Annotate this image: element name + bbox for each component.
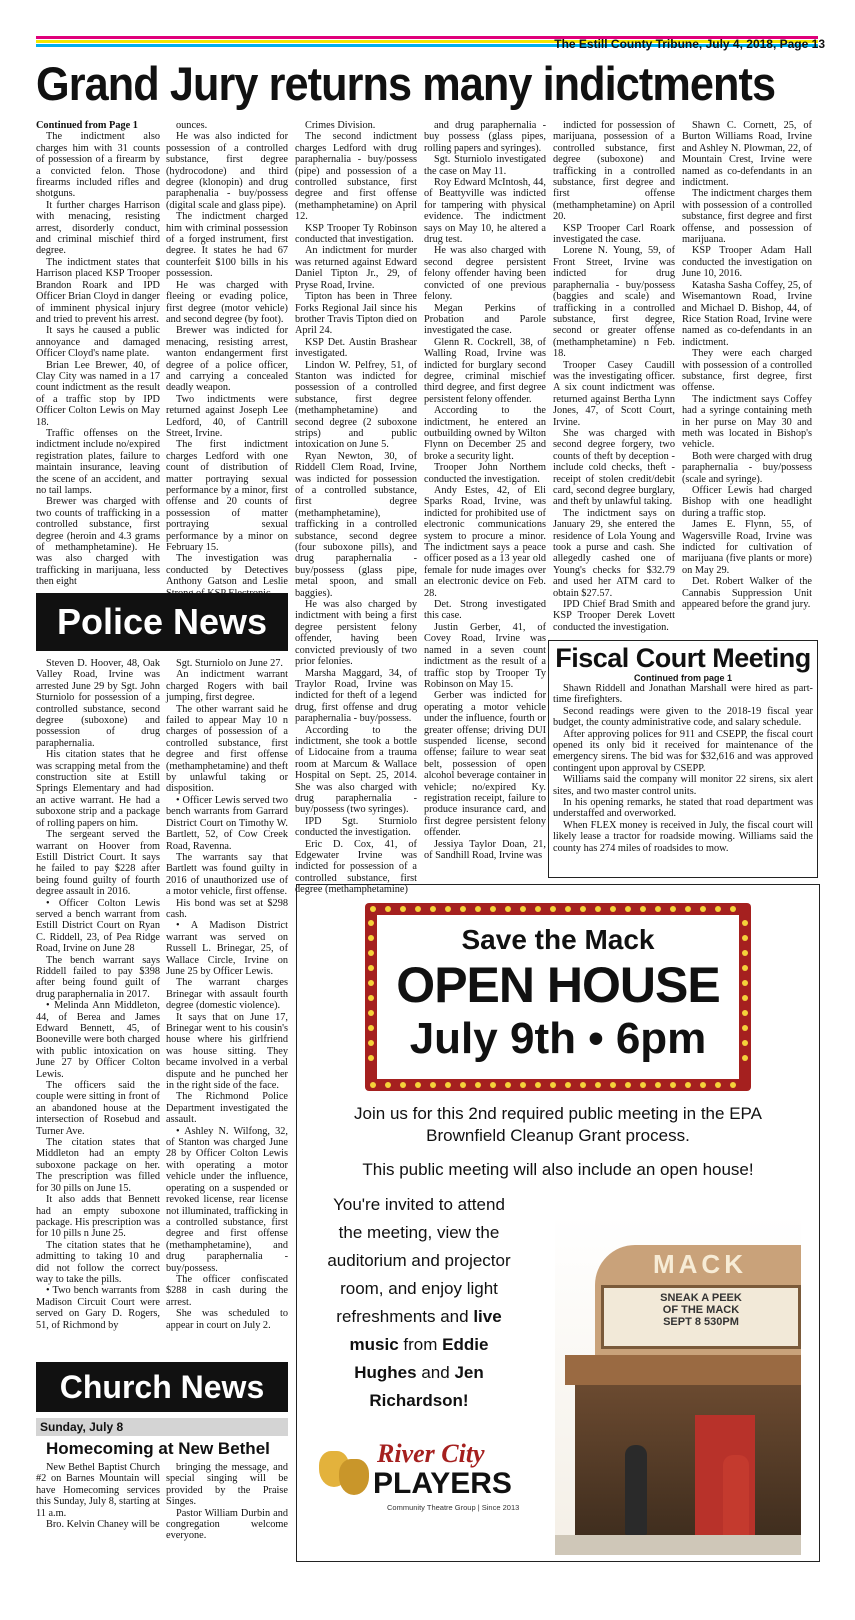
church-date-bar: Sunday, July 8 [36,1418,288,1436]
ad-invite-main: You're invited to attend the meeting, view the auditorium and projector room, and enjoy light refreshments and [327,1195,511,1326]
paragraph: Det. Robert Walker of the Cannabis Suppression Unit appeared before the grand jury. [682,576,812,611]
police-news-title: Police News [56,601,268,642]
marquee-bulb [368,935,374,941]
paragraph: According to the indictment, she took a bottle of Lidocaine from a trauma room at Marcum & Wallace Hospital on Sept. 25, 2014. She was also charged with drug paraphernalia - buy/possess (two syringes). [295,724,417,816]
paragraph: Det. Strong investigated this case. [424,599,546,622]
paragraph: Both were charged with drug paraphernalia - buy/possess (scale and syringe). [682,450,812,485]
main-headline: Grand Jury returns many indictments [36,57,776,110]
marquee-bulb [475,906,481,912]
paragraph: Continued from Page 1 [36,120,138,131]
paragraph: The investigation was conducted by Detectives Anthony Gatson and Leslie [166,553,288,588]
sign-line-3: SEPT 8 530PM [663,1316,739,1328]
marquee-bulb [730,906,736,912]
paragraph: indicted for possession of marijuana, possession of a controlled substance, first degree (suboxone) and trafficking in a controlled substance, first degree and first offense (methamphetamine) on April 20. [553,120,675,223]
paragraph: Glenn R. Cockrell, 38, of Walling Road, Irvine was indicted for burglary second degree, criminal mischief third degree, and first degree persistent felony offender. [424,336,546,405]
person-silhouette-2 [723,1455,749,1539]
article-column-5 [553,120,675,633]
ad-open-house-text: This public meeting will also include an open house! [362,1160,754,1179]
paragraph: Shawn C. Cornett, 25, of Burton Williams Road, Irvine and Ashley N. Plowman, 22, of Mountain Crest, Irvine were named as co-defendants in an indictment. [682,120,812,189]
marquee-bulb [400,906,406,912]
police-column-2 [166,658,288,1358]
paragraph: His citation states that he was scrapping metal from the construction site at Estill Springs Elementary and had an active warrant. He had a suboxone strip and a package of rolling papers on him. [36,749,160,829]
paragraph: The indictment also charges him with 31 counts of possession of a firearm by a convicted felon. Those firearms included rifles and shotguns. [36,131,160,200]
paragraph: KSP Trooper Adam Hall conducted the investigation on June 10, 2016. [682,245,812,280]
fiscal-court-box [548,640,818,878]
marquee-bulb [400,1082,406,1088]
marquee-bulb [445,1082,451,1088]
marquee-bulb [595,906,601,912]
paragraph: He was charged with fleeing or evading police, first degree (motor vehicle) and second degree (by foot). [166,279,288,325]
article-column-4 [424,120,546,882]
marquee-bulb [742,1025,748,1031]
marquee-sign-board [601,1285,801,1349]
marquee-bulb [580,906,586,912]
marquee-bulb [368,950,374,956]
paragraph: • Officer Lewis served two bench warrants from Garrard District Court on Timothy W. Bartlett, 52, of Cow Creek Road, Ravenna. [166,794,288,852]
river-city-players-logo [315,1433,539,1543]
article-column-2 [166,120,288,588]
paragraph: When FLEX money is received in July, the fiscal court will likely lease a tractor for roadside mowing. Williams said the county has 274 miles of roadsides to mow. [553,819,813,854]
marquee-bulb [580,1082,586,1088]
paragraph: Katasha Sasha Coffey, 25, of Wisemantown Road, Irvine and Michael D. Bishop, 44, of Rice Station Road, Irvine were named as co-defendants in an indictment. [682,279,812,348]
marquee-bulb [742,1040,748,1046]
marquee-bulb [670,906,676,912]
paragraph: Roy Edward McIntosh, 44, of Beattyville was indicted for tampering with physical evidence. The indictment says on May 10, he altered a drug test. [424,177,546,246]
paragraph: The Richmond Police Department investigated the assault. [166,1091,288,1126]
paragraph: The officers said the couple were sitting in front of an abandoned house at the intersection of Rosebud and Turner Ave. [36,1080,160,1137]
marquee-bulb [535,1082,541,1088]
marquee-bulb [445,906,451,912]
marquee-bulb [610,1082,616,1088]
paragraph: According to the indictment, he entered an outbuilding owned by Wilton Flynn on December 25 and broke a security light. [424,405,546,462]
open-house-ad [296,884,820,1562]
marquee-bulb [595,1082,601,1088]
logo-river-city: River City [377,1439,485,1468]
sidewalk [555,1535,801,1555]
paragraph: The bench warrant says Riddell failed to pay $398 after being found guilt of drug paraphernalia in 2017. [36,954,160,1000]
marquee-bulb [700,1082,706,1088]
ad-open-house: OPEN HOUSE [396,957,720,1013]
paragraph: Lindon W. Pelfrey, 51, of Stanton was indicted for possession of a controlled substance, first degree (methamphetamine) and second degree (2 suboxone strips) and public intoxication on June 5. [295,359,417,451]
marquee-bulb [715,1082,721,1088]
paragraph: IPD Chief Brad Smith and KSP Trooper Derek Lovett conducted the investigation. [553,599,675,633]
paragraph: Justin Gerber, 41, of Covey Road, Irvine was named in a seven count indictment as the result of a traffic stop by Trooper Ty Robinson on May 15. [424,621,546,690]
ad-invite-text [319,1191,519,1415]
police-column-1 [36,658,160,1358]
sign-line-1: SNEAK A PEEK [660,1292,742,1304]
paragraph: The second indictment charges Ledford with drug paraphernalia - buy/possess (pipe) and possession of a controlled substance, first degree and first offense (methamphetamine) on April 12. [295,131,417,223]
paragraph: Tipton has been in Three Forks Regional Jail since his brother Travis Tipton died on April 24. [295,291,417,337]
paragraph: Ryan Newton, 30, of Riddell Clem Road, Irvine, was indicted for possession of a controlled substance, first degree (methamphetamine), trafficking in a controlled substance, second degree (four suboxone pills), and drug paraphernalia - buy/possess (glass pipe, metal spoon, and small baggies). [295,450,417,599]
article-column-1 [36,120,160,588]
paragraph: It says that on June 17, Brinegar went to his cousin's house where his girlfriend was house sitting. They became involved in a verbal dispute and he punched her in the right side of the face. [166,1011,288,1092]
paragraph: An indictment for murder was returned against Edward Daniel Tipton Jr., 29, of Pryse Road, Irvine. [295,245,417,291]
ad-and: and [421,1363,450,1382]
marquee-sign-mack: MACK [653,1249,747,1279]
paragraph: The officer confiscated $288 in cash during the arrest. [166,1273,288,1308]
paragraph: The indictment charged him with criminal possession of a forged instrument, first degree. It states he had 67 counterfeit $100 bills in his possession. [166,211,288,280]
ad-date-time: July 9th • 6pm [409,1014,707,1063]
ad-from: from [403,1335,438,1354]
marquee-bulb [505,1082,511,1088]
marquee-bulb [685,1082,691,1088]
paragraph: Gerber was indicted for operating a motor vehicle under the influence, fourth or greater offense; driving DUI suspended license, second offense; failure to wear seat belt, possession of open alcohol beverage container in vehicle; no/expired Ky. registration receipt, failure to produce insurance card, and first degree persistent felony offender. [424,690,546,839]
paragraph: Marsha Maggard, 34, of Traylor Road, Irvine was indicted for theft of a legend drug, first offense and drug paraphernalia - buy/possess. [295,667,417,725]
paragraph: It also adds that Bennett had an empty suboxone package. His prescription was for 10 pills n June 25. [36,1194,160,1240]
paragraph: Officer Lewis had charged Bishop with one headlight during a traffic stop. [682,485,812,519]
marquee-inner [377,915,739,1079]
ad-save-the-mack: Save the Mack [461,924,655,955]
paragraph: Traffic offenses on the indictment include no/expired registration plates, failure to maintain insurance, leaving the scene of an accident, and no tail lamps. [36,427,160,496]
paragraph: and drug paraphernalia - buy possess (glass pipes, rolling papers and syringes). [424,120,546,154]
sign-line-2: OF THE MACK [662,1304,740,1316]
paragraph: He was also charged by indictment with being a first degree persistent felony offender, having been convicted previously of two prior felonies. [295,599,417,668]
marquee-bulb [742,920,748,926]
mack-theater-photo [555,1215,801,1555]
paragraph: It further charges Harrison with menacing, resisting arrest, disorderly conduct, and criminal mischief third degree. [36,199,160,257]
marquee-bulb [640,1082,646,1088]
logo-tagline: Community Theatre Group | Since 2013 [387,1503,520,1512]
marquee-bulb [565,906,571,912]
paragraph: Bro. Kelvin Chaney will be [46,1519,160,1531]
fiscal-court-text [553,683,813,854]
marquee-bulb [520,1082,526,1088]
marquee-bulb [742,935,748,941]
paragraph: It says he caused a public annoyance and damaged Officer Cloyd's name plate. [36,325,160,360]
church-news-title: Church News [59,1369,265,1405]
paragraph: KSP Det. Austin Brashear investigated. [295,336,417,360]
church-news-banner [36,1362,288,1412]
marquee-bulb [742,1055,748,1061]
church-headline: Homecoming at New Bethel [46,1439,270,1458]
paragraph: ounces. [176,120,208,131]
marquee-bulb [368,1040,374,1046]
logo-players: PLAYERS [373,1467,512,1500]
fiscal-court-title: Fiscal Court Meeting [555,643,811,673]
paragraph: The indictment states that Harrison placed KSP Trooper Brandon Roark and IPD Officer Brian Cloyd in danger of imminent physical injury and tried to prevent his arrest. [36,256,160,325]
paragraph: KSP Trooper Carl Roark investigated the case. [553,222,675,246]
marquee-bulb [565,1082,571,1088]
marquee-bulb [535,906,541,912]
paragraph: Sgt. Sturniolo on June 27. [176,658,283,669]
paragraph: James E. Flynn, 55, of Wagersville Road, Irvine was indicted for cultivation of marijuana (five plants or more) on May 29. [682,519,812,576]
paragraph: Eric D. Cox, 41, of Edgewater Irvine was indicted for possession of a controlled substance, first degree (methamphetamine) [295,838,417,896]
marquee-bulb [368,1025,374,1031]
church-column-1 [36,1462,160,1552]
marquee-bulb [640,906,646,912]
marquee-bulb [742,995,748,1001]
paragraph: KSP Trooper Ty Robinson conducted that investigation. [295,222,417,246]
marquee-bulb [625,906,631,912]
paragraph: Two indictments were returned against Joseph Lee Ledford, 40, of Cantrill Street, Irvine. [166,393,288,439]
paragraph: • Ashley N. Wilfong, 32, of Stanton was charged June 28 by Officer Colton Lewis with operating a motor vehicle under the influence, operating on a suspended or revoked license, rear license not illuminated, trafficking in a controlled substance, first degree and first offense (methamphetamine), and drug paraphernalia - buy/possess. [166,1125,288,1274]
marquee-bulb [430,1082,436,1088]
paragraph: He was also indicted for possession of a controlled substance, first degree (hydrocodone) and third degree (klonopin) and drug paraphenalia - buy/possess (digital scale and glass pipe). [166,131,288,211]
paragraph: The indictment says Coffey had a syringe containing meth in her purse on May 30 and meth was located in Bishop's vehicle. [682,393,812,451]
marquee-bulb [550,1082,556,1088]
paragraph: She was charged with second degree forgery, two counts of theft by deception - include cold checks, theft - receipt of stolen credit/debit card, second degree burglary, and theft by unlawful taking. [553,427,675,508]
paragraph: His bond was set at $298 cash. [166,897,288,920]
marquee-bulb [370,906,376,912]
paragraph: Pastor William Durbin and congregation welcome everyone. [166,1507,288,1542]
marquee-bulb [460,1082,466,1088]
paragraph: The indictment charges them with possession of a controlled substance, first degree and first offense, and possession of marijuana. [682,188,812,246]
marquee-bulb [655,906,661,912]
marquee-bulb [505,906,511,912]
paragraph: In his opening remarks, he stated that road department was understaffed and overworked. [553,797,813,820]
marquee-frame [365,903,751,1091]
ad-jen-richardson: Jen Richardson! [369,1363,484,1410]
paragraph: The first indictment charges Ledford with one count of distribution of matter portraying sexual performance by a minor, first offense and 20 counts of possession of matter portraying sexual performance by a minor on February 15. [166,439,288,554]
paragraph: New Bethel Baptist Church #2 on Barnes Mountain will have Homecoming services this Sunday, July 8, starting at 11 a.m. [36,1462,160,1519]
marquee-bulb [742,950,748,956]
paragraph: IPD Sgt. Sturniolo conducted the investigation. [295,815,417,839]
paragraph: Shawn Riddell and Jonathan Marshall were hired as part-time firefighters. [553,683,813,706]
article-column-3 [295,120,417,896]
marquee-bulb [670,1082,676,1088]
marquee-bulb [742,980,748,986]
paragraph: The citation states that Middleton had an empty suboxone package on her. The prescription was filled for 30 pills on June 15. [36,1137,160,1194]
paragraph: • Melinda Ann Middleton, 44, of Berea and James Edward Bennett, 45, of Booneville were both charged with public intoxication on June 27 by Officer Colton Lewis. [36,1000,160,1080]
paragraph: Williams said the company will monitor 22 sirens, six alert sites, and two master control units. [553,774,813,797]
marquee-bulb [385,1082,391,1088]
marquee-bulb [625,1082,631,1088]
paragraph: An indictment warrant charged Rogers with bail jumping, first degree. [166,669,288,704]
marquee-bulb [460,906,466,912]
paragraph: The other warrant said he failed to appear May 10 n charges of possession of a controlled substance, first degree and first offense (methamphetamine) and theft by unlawful taking or disposition. [166,703,288,795]
paragraph: Steven D. Hoover, 48, Oak Valley Road, Irvine was arrested June 29 by Sgt. John Sturniolo for possession of a controlled substance, second degree (suboxone) and possession of drug paraphernalia. [36,658,160,749]
paragraph: • A Madison District warrant was served on Russell L. Brinegar, 25, of Wallace Circle, Irvine on June 25 by Officer Lewis. [166,920,288,977]
marquee-bulb [550,906,556,912]
fiscal-continued-label: Continued from page 1 [633,673,732,683]
paragraph: Brewer was indicted for menacing, resisting arrest, wanton endangerment first degree of a police officer, and carrying a concealed deadly weapon. [166,325,288,394]
police-news-banner [36,593,288,651]
paragraph: Lorene N. Young, 59, of Front Street, Irvine was indicted for drug paraphernalia - buy/possess (baggies and scale) and trafficking in a controlled substance, first degree, second or greater offense (methamphetamine) n Feb. 18. [553,245,675,360]
page-folio: The Estill County Tribune, July 4, 2018, Page 13 [554,37,825,51]
paragraph: After approving polices for 911 and CSEPP, the fiscal court opened its only bid it received for maintenance of the emergency sirens. The bid was for $32,616 and was approved contingent upon approval by CSEPP. [553,728,813,774]
marquee-bulb [730,1082,736,1088]
ad-meeting-text: Join us for this 2nd required public meeting in the EPA Brownfield Cleanup Grant process. [354,1104,762,1145]
paragraph: Sgt. Sturniolo investigated the case on May 11. [424,154,546,177]
marquee-bulb [742,965,748,971]
paragraph: The sergeant served the warrant on Hoover from Estill District Court. It says he failed to pay $228 after being found guilty of fourth degree assault in 2016. [36,829,160,898]
ad-live-music: live music [349,1307,502,1354]
marquee-bulb [700,906,706,912]
marquee-bulb [490,1082,496,1088]
paragraph: Jessiya Taylor Doan, 21, of Sandhill Road, Irvine was [424,838,546,861]
paragraph: Crimes Division. [305,120,376,131]
marquee-bulb [715,906,721,912]
marquee-bulb [370,1082,376,1088]
marquee-bulb [685,906,691,912]
marquee-bulb [520,906,526,912]
marquee-bulb [655,1082,661,1088]
paragraph: Megan Perkins of Probation and Parole investigated the case. [424,302,546,337]
marquee-bulb [475,1082,481,1088]
marquee-bulb [368,965,374,971]
marquee-bulb [368,1055,374,1061]
paragraph: He was also charged with second degree persistent felony offender having been convicted of one previous felony. [424,245,546,303]
marquee-bulb [742,1010,748,1016]
paragraph: The warrants say that Bartlett was found guilty in 2016 of unauthorized use of a motor vehicle, first offense. [166,851,288,898]
ad-eddie-hughes: Eddie Hughes [354,1335,489,1382]
paragraph: • Two bench warrants from Madison Circuit Court were served on Gary D. Rogers, 51, of Richmond by [36,1285,160,1331]
marquee-bulb [430,906,436,912]
marquee-bulb [368,920,374,926]
marquee-bulb [368,1010,374,1016]
paragraph: Andy Estes, 42, of Eli Sparks Road, Irvine, was indicted for prohibited use of electronic communications system to procure a minor. The indictment says a peace officer posed as a 13 year old female for nude images over an electronic device on Feb. 28. [424,485,546,599]
article-column-6 [682,120,812,630]
paragraph: Brian Lee Brewer, 40, of Clay City was named in a 17 count indictment as the result of a traffic stop by IPD Officer Colton Lewis on May 18. [36,359,160,428]
paragraph: The warrant charges Brinegar with assault fourth degree (domestic violence). [166,977,288,1012]
paragraph: She was scheduled to appear in court on July 2. [166,1308,288,1331]
paragraph: Brewer was charged with two counts of trafficking in a controlled substance, first degree (heroin and 4.3 grams of methamphetamine). He was also charged with trafficking in marijuana, less then eight [36,496,160,588]
theater-masks-icon [319,1447,371,1497]
paragraph: • Officer Colton Lewis served a bench warrant from Estill District Court on Ryan C. Riddell, 23, of Pea Ridge Road, Irvine on June 28 [36,897,160,955]
marquee-bulb [368,980,374,986]
paragraph: Trooper Casey Caudill was the investigating officer. A six count indictment was returned against Bertha Lynn Jones, 47, of Scott Court, Irvine. [553,359,675,428]
theater-canopy [565,1355,801,1385]
church-column-2 [166,1462,288,1552]
paragraph: Trooper John Northem conducted the investigation. [424,462,546,485]
marquee-bulb [368,995,374,1001]
theater-entrance [575,1385,801,1555]
paragraph: Second readings were given to the 2018-19 fiscal year budget, the county administrative code, and salary schedule. [553,705,813,729]
paragraph: They were each charged with possession of a controlled substance, first degree, first offense. [682,348,812,394]
paragraph: bringing the message, and special singing will be provided by the Praise Singes. [166,1462,288,1508]
marquee-bulb [610,906,616,912]
marquee-bulb [415,1082,421,1088]
marquee-bulb [415,906,421,912]
person-silhouette-1 [625,1445,647,1535]
paragraph: The citation states that he admitting to taking 10 and did not follow the correct way to take the pills. [36,1239,160,1285]
marquee-bulb [490,906,496,912]
marquee-bulb [385,906,391,912]
paragraph: The indictment says on January 29, she entered the residence of Lola Young and took a purse and cash. She allegedly cashed one of Young's checks for $32.79 and used her ATM card to obtain $27.57. [553,507,675,599]
